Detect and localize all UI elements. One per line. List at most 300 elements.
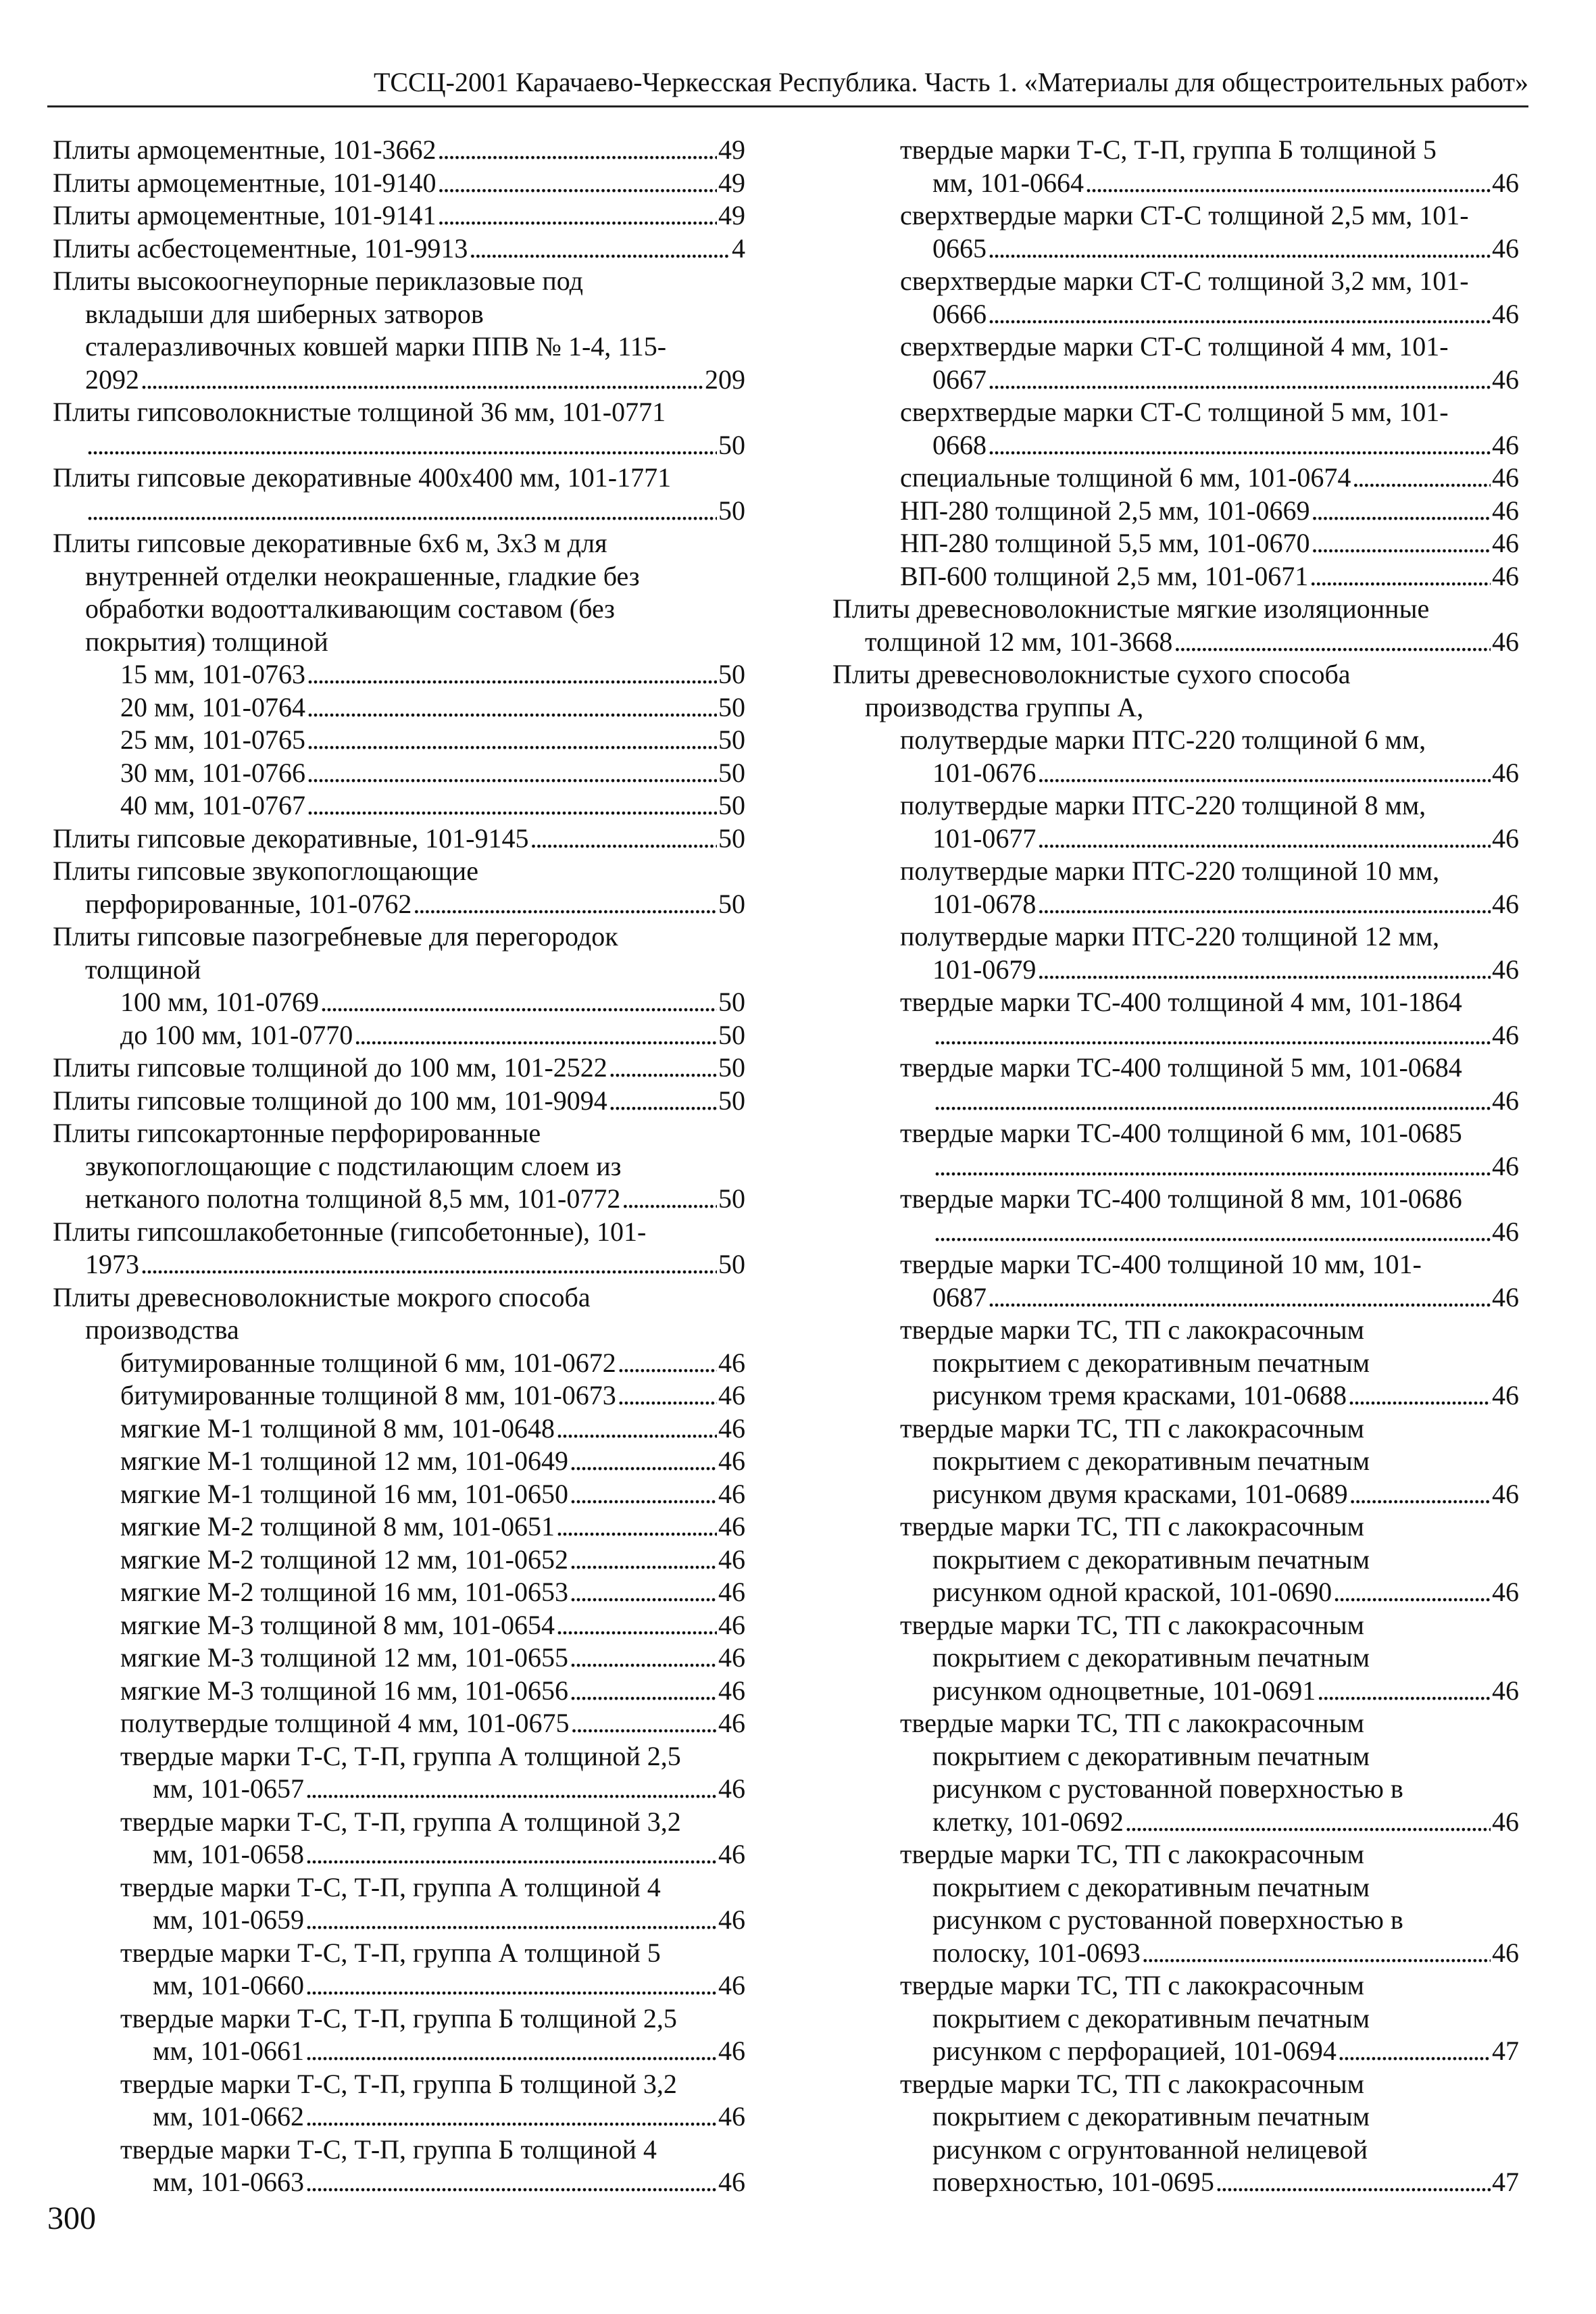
entry-text: мягкие М-1 толщиной 8 мм, 101-0648 xyxy=(120,1412,555,1444)
dot-leader xyxy=(413,888,717,921)
dot-leader xyxy=(570,1642,717,1675)
entry-text: твердые марки ТС-400 толщиной 8 мм, 101-0686 xyxy=(900,1183,1462,1214)
entry-text: рисунком с рустованной поверхностью в xyxy=(932,1904,1403,1935)
index-entry-line xyxy=(53,1085,745,1118)
dot-leader xyxy=(988,364,1491,397)
index-entry-line xyxy=(832,1052,1519,1085)
index-entry xyxy=(832,265,1519,330)
index-entry xyxy=(832,1052,1519,1117)
index-entry-line xyxy=(832,2100,1519,2134)
entry-text: полоску, 101-0693 xyxy=(932,1937,1141,1968)
index-entry-line xyxy=(832,265,1519,298)
index-entry-line xyxy=(832,691,1519,724)
index-entry xyxy=(53,1216,745,1281)
entry-text: 0665 xyxy=(932,232,987,264)
entry-text: полутвердые толщиной 4 мм, 101-0675 xyxy=(120,1708,570,1738)
index-entry xyxy=(53,1576,745,1609)
index-entry-line xyxy=(832,1838,1519,1871)
dot-leader xyxy=(469,232,730,266)
index-entry-line xyxy=(832,626,1519,659)
entry-page-ref: 49 xyxy=(718,200,745,230)
entry-page-ref: 50 xyxy=(718,1019,745,1050)
entry-text: твердые марки Т-С, Т-П, группа А толщиной 5 xyxy=(120,1937,661,1968)
dot-leader xyxy=(1142,1937,1491,1970)
index-entry-line xyxy=(832,1314,1519,1347)
entry-page-ref: 50 xyxy=(718,1183,745,1214)
entry-page-ref: 46 xyxy=(718,1609,745,1640)
index-entry xyxy=(53,1675,745,1708)
index-entry-line xyxy=(832,495,1519,528)
entry-page-ref: 50 xyxy=(718,888,745,919)
dot-leader xyxy=(305,2035,717,2068)
index-entry-line xyxy=(832,1544,1519,1577)
entry-text: покрытием с декоративным печатным xyxy=(932,2002,1370,2034)
entry-text: сверхтвердые марки СТ-С толщиной 2,5 мм, 101- xyxy=(900,200,1469,230)
index-entry-line xyxy=(53,2002,745,2036)
entry-page-ref: 46 xyxy=(1492,1085,1519,1116)
entry-text: мм, 101-0661 xyxy=(153,2036,304,2066)
entry-text: 15 мм, 101-0763 xyxy=(120,659,305,689)
entry-page-ref: 46 xyxy=(1492,298,1519,329)
entry-text: твердые марки ТС, ТП с лакокрасочным xyxy=(900,1412,1364,1444)
entry-text: твердые марки ТС-400 толщиной 6 мм, 101-0685 xyxy=(900,1118,1462,1148)
index-entry xyxy=(53,1379,745,1412)
index-entry-line xyxy=(832,855,1519,888)
entry-text: Плиты армоцементные, 101-9141 xyxy=(53,200,437,230)
dot-leader xyxy=(618,1347,717,1380)
dot-leader xyxy=(307,789,717,822)
index-entry-line xyxy=(832,1740,1519,1773)
entry-text: Плиты гипсовые толщиной до 100 мм, 101-2522 xyxy=(53,1052,607,1083)
index-entry-line xyxy=(53,1183,745,1216)
entry-text: мм, 101-0662 xyxy=(153,2101,304,2132)
index-entry xyxy=(832,789,1519,855)
entry-text: покрытием с декоративным печатным xyxy=(932,1544,1370,1575)
dot-leader xyxy=(141,364,703,397)
index-entry xyxy=(832,1969,1519,2068)
entry-page-ref: 46 xyxy=(1492,888,1519,919)
index-entry xyxy=(832,658,1519,724)
index-entry-line xyxy=(53,495,745,528)
entry-page-ref: 46 xyxy=(718,1708,745,1738)
entry-page-ref: 46 xyxy=(718,1347,745,1378)
dot-leader xyxy=(305,2166,717,2199)
dot-leader xyxy=(570,1675,717,1708)
index-entry-line xyxy=(832,888,1519,921)
entry-text: твердые марки Т-С, Т-П, группа Б толщиной 2,5 xyxy=(120,2002,677,2034)
dot-leader xyxy=(988,429,1491,462)
index-entry-line xyxy=(53,1412,745,1446)
index-entry-line xyxy=(53,330,745,364)
entry-text: 20 мм, 101-0764 xyxy=(120,691,305,722)
entry-text: Плиты армоцементные, 101-3662 xyxy=(53,134,437,165)
dot-leader xyxy=(571,1707,717,1740)
entry-page-ref: 46 xyxy=(718,1577,745,1607)
entry-text: 101-0677 xyxy=(932,822,1037,854)
index-entry-line xyxy=(53,1510,745,1544)
index-entry xyxy=(53,822,745,856)
index-entry xyxy=(53,724,745,757)
entry-page-ref: 46 xyxy=(1492,626,1519,657)
dot-leader xyxy=(354,1019,717,1052)
entry-page-ref: 46 xyxy=(1492,1806,1519,1837)
dot-leader xyxy=(305,1838,717,1871)
index-entry xyxy=(53,1806,745,1871)
entry-page-ref: 50 xyxy=(718,790,745,820)
index-entry xyxy=(53,1052,745,1085)
entry-page-ref: 46 xyxy=(718,1839,745,1869)
entry-page-ref: 46 xyxy=(718,1773,745,1804)
index-entry-line xyxy=(53,1609,745,1642)
entry-text: Плиты гипсовые толщиной до 100 мм, 101-9094 xyxy=(53,1085,607,1116)
dot-leader xyxy=(305,1773,717,1806)
entry-page-ref: 46 xyxy=(1492,429,1519,460)
index-entry xyxy=(53,1412,745,1446)
index-entry xyxy=(53,855,745,920)
entry-text: покрытием с декоративным печатным xyxy=(932,1740,1370,1771)
index-entry-line xyxy=(832,593,1519,626)
index-entry xyxy=(53,1510,745,1544)
index-entry-line xyxy=(53,1969,745,2002)
index-entry xyxy=(53,1544,745,1577)
index-entry xyxy=(832,1117,1519,1183)
entry-page-ref: 46 xyxy=(718,1380,745,1410)
index-entry xyxy=(832,527,1519,560)
index-entry xyxy=(832,495,1519,528)
entry-page-ref: 50 xyxy=(718,724,745,755)
entry-text: производства группы А, xyxy=(865,691,1144,722)
entry-text: твердые марки Т-С, Т-П, группа Б толщиной 5 xyxy=(900,134,1437,165)
entry-text: НП-280 толщиной 2,5 мм, 101-0669 xyxy=(900,495,1310,526)
entry-text: 0687 xyxy=(932,1281,987,1312)
index-entry-line xyxy=(53,1773,745,1806)
entry-text: мягкие М-3 толщиной 12 мм, 101-0655 xyxy=(120,1642,568,1673)
entry-text: полутвердые марки ПТС-220 толщиной 10 мм, xyxy=(900,856,1440,886)
dot-leader xyxy=(1317,1675,1491,1708)
index-entry-line xyxy=(53,1707,745,1740)
dot-leader xyxy=(622,1183,717,1216)
index-entry-line xyxy=(53,364,745,397)
entry-text: Плиты гипсовые звукопоглощающие xyxy=(53,856,478,886)
entry-text: твердые марки Т-С, Т-П, группа Б толщиной 3,2 xyxy=(120,2068,677,2099)
index-entry-line xyxy=(832,298,1519,331)
index-entry-line xyxy=(53,1675,745,1708)
index-entry-line xyxy=(53,2166,745,2199)
dot-leader xyxy=(570,1576,717,1609)
entry-text: 101-0678 xyxy=(932,888,1037,919)
index-entry-line xyxy=(832,527,1519,560)
dot-leader xyxy=(1037,822,1491,856)
index-entry-line xyxy=(832,2002,1519,2036)
dot-leader xyxy=(1037,954,1491,987)
entry-text: сверхтвердые марки СТ-С толщиной 4 мм, 101- xyxy=(900,331,1449,362)
index-entry-line xyxy=(53,429,745,462)
index-entry-line xyxy=(832,1576,1519,1609)
entry-page-ref: 46 xyxy=(1492,1577,1519,1607)
entry-text: покрытия) толщиной xyxy=(85,626,328,657)
dot-leader xyxy=(1037,757,1491,790)
entry-text: 30 мм, 101-0766 xyxy=(120,757,305,788)
dot-leader xyxy=(934,1216,1491,1249)
index-entry-line xyxy=(832,1445,1519,1478)
entry-text: Плиты гипсовые декоративные 400х400 мм, 101-1771 xyxy=(53,462,672,493)
entry-page-ref: 46 xyxy=(718,1970,745,2000)
index-entry xyxy=(53,134,745,167)
index-entry-line xyxy=(832,1085,1519,1118)
index-entry-line xyxy=(53,1347,745,1380)
entry-page-ref: 50 xyxy=(718,691,745,722)
dot-leader xyxy=(609,1085,717,1118)
dot-leader xyxy=(1311,495,1491,528)
entry-page-ref: 46 xyxy=(1492,1216,1519,1247)
index-entry-line xyxy=(53,1052,745,1085)
index-entry-line xyxy=(53,2100,745,2134)
index-entry xyxy=(53,789,745,822)
running-header: ТССЦ-2001 Карачаево-Черкесская Республика. Часть 1. «Материалы для общестроительных работ» xyxy=(373,67,1528,97)
dot-leader xyxy=(307,691,717,724)
index-entry-line xyxy=(832,1806,1519,1839)
entry-page-ref: 46 xyxy=(1492,560,1519,591)
entry-text: битумированные толщиной 6 мм, 101-0672 xyxy=(120,1347,616,1378)
index-entry-line xyxy=(53,920,745,954)
index-entry-line xyxy=(832,1871,1519,1904)
dot-leader xyxy=(438,199,717,232)
index-entry-line xyxy=(832,1642,1519,1675)
entry-text: 0666 xyxy=(932,298,987,329)
dot-leader xyxy=(438,134,717,167)
entry-text: 25 мм, 101-0765 xyxy=(120,724,305,755)
entry-text: вкладыши для шиберных затворов xyxy=(85,298,484,329)
entry-text: полутвердые марки ПТС-220 толщиной 6 мм, xyxy=(900,724,1426,755)
dot-leader xyxy=(307,757,717,790)
index-entry-line xyxy=(53,626,745,659)
index-entry-line xyxy=(832,364,1519,397)
index-entry-line xyxy=(53,658,745,691)
entry-page-ref: 46 xyxy=(1492,1937,1519,1968)
entry-text: обработки водоотталкивающим составом (без xyxy=(85,593,615,624)
entry-page-ref: 46 xyxy=(1492,757,1519,788)
entry-text: сверхтвердые марки СТ-С толщиной 3,2 мм, 101- xyxy=(900,266,1469,296)
dot-leader xyxy=(141,1248,717,1281)
index-entry xyxy=(53,1445,745,1478)
index-entry-line xyxy=(832,1117,1519,1150)
index-entry xyxy=(53,232,745,266)
entry-text: ВП-600 толщиной 2,5 мм, 101-0671 xyxy=(900,560,1309,591)
index-entry xyxy=(53,1740,745,1806)
entry-text: сталеразливочных ковшей марки ППВ № 1-4, 115- xyxy=(85,331,667,362)
entry-text: рисунком тремя красками, 101-0688 xyxy=(932,1380,1347,1410)
index-entry-line xyxy=(53,1216,745,1249)
entry-page-ref: 46 xyxy=(1492,1281,1519,1312)
entry-page-ref: 46 xyxy=(1492,167,1519,198)
entry-page-ref: 46 xyxy=(1492,364,1519,395)
index-entry-line xyxy=(832,396,1519,429)
entry-text: рисунком двумя красками, 101-0689 xyxy=(932,1478,1348,1509)
dot-leader xyxy=(988,298,1491,331)
index-entry xyxy=(53,1609,745,1642)
index-entry xyxy=(832,920,1519,986)
index-entry xyxy=(53,265,745,396)
index-entry-line xyxy=(53,1838,745,1871)
dot-leader xyxy=(1311,527,1491,560)
index-entry-line xyxy=(53,1642,745,1675)
dot-leader xyxy=(1216,2166,1491,2199)
entry-text: звукопоглощающие с подстилающим слоем из xyxy=(85,1150,622,1181)
entry-text: Плиты древесноволокнистые мягкие изоляционные xyxy=(832,593,1430,624)
index-entry-line xyxy=(832,1707,1519,1740)
entry-text: твердые марки ТС, ТП с лакокрасочным xyxy=(900,2068,1364,2099)
dot-leader xyxy=(1174,626,1491,659)
entry-page-ref: 50 xyxy=(718,1085,745,1116)
dot-leader xyxy=(1348,1379,1491,1412)
index-entry-line xyxy=(53,1117,745,1150)
dot-leader xyxy=(86,495,717,528)
index-entry xyxy=(53,462,745,527)
entry-text: сверхтвердые марки СТ-С толщиной 5 мм, 101- xyxy=(900,397,1449,427)
entry-page-ref: 50 xyxy=(718,659,745,689)
entry-text: твердые марки ТС, ТП с лакокрасочным xyxy=(900,1970,1364,2000)
index-entry-line xyxy=(832,1773,1519,1806)
entry-page-ref: 49 xyxy=(718,167,745,198)
index-entry xyxy=(832,396,1519,462)
index-entry-line xyxy=(832,429,1519,462)
entry-text: покрытием с декоративным печатным xyxy=(932,2101,1370,2132)
entry-page-ref: 46 xyxy=(718,1642,745,1673)
dot-leader xyxy=(556,1510,717,1544)
index-entry-line xyxy=(53,1150,745,1183)
index-entry-line xyxy=(53,1478,745,1511)
index-entry xyxy=(832,724,1519,789)
dot-leader xyxy=(934,1085,1491,1118)
entry-text: до 100 мм, 101-0770 xyxy=(120,1019,353,1050)
entry-text: Плиты древесноволокнистые мокрого способа xyxy=(53,1281,591,1312)
index-entry-line xyxy=(53,855,745,888)
entry-page-ref: 50 xyxy=(718,429,745,460)
entry-page-ref: 46 xyxy=(718,1675,745,1706)
entry-text: 40 мм, 101-0767 xyxy=(120,790,305,820)
entry-text: твердые марки Т-С, Т-П, группа А толщиной 3,2 xyxy=(120,1806,681,1837)
entry-page-ref: 50 xyxy=(718,1052,745,1083)
dot-leader xyxy=(1037,888,1491,921)
index-entry-line xyxy=(53,1806,745,1839)
entry-text: рисунком с рустованной поверхностью в xyxy=(932,1773,1403,1804)
index-entry-line xyxy=(832,1969,1519,2002)
index-entry xyxy=(53,1117,745,1216)
entry-text: мм, 101-0663 xyxy=(153,2167,304,2197)
entry-page-ref: 49 xyxy=(718,134,745,165)
dot-leader xyxy=(305,1969,717,2002)
index-entry xyxy=(53,527,745,658)
index-entry-line xyxy=(832,658,1519,691)
entry-page-ref: 46 xyxy=(718,1544,745,1575)
entry-text: мм, 101-0664 xyxy=(932,167,1084,198)
index-entry-line xyxy=(832,199,1519,232)
index-entry-line xyxy=(832,1675,1519,1708)
entry-text: твердые марки ТС, ТП с лакокрасочным xyxy=(900,1314,1364,1345)
index-entry-line xyxy=(53,1544,745,1577)
dot-leader xyxy=(609,1052,717,1085)
dot-leader xyxy=(570,1478,717,1511)
index-entry xyxy=(832,199,1519,265)
index-column-right xyxy=(832,134,1519,2199)
entry-page-ref: 46 xyxy=(718,1904,745,1935)
entry-text: мягкие М-3 толщиной 8 мм, 101-0654 xyxy=(120,1609,555,1640)
entry-page-ref: 46 xyxy=(1492,232,1519,264)
index-entry xyxy=(53,757,745,790)
entry-page-ref: 50 xyxy=(718,757,745,788)
index-entry-line xyxy=(832,1379,1519,1412)
entry-page-ref: 46 xyxy=(1492,954,1519,985)
dot-leader xyxy=(307,658,717,691)
header-divider xyxy=(47,105,1528,107)
entry-text: Плиты асбестоцементные, 101-9913 xyxy=(53,232,468,264)
entry-text: твердые марки ТС, ТП с лакокрасочным xyxy=(900,1511,1364,1542)
index-entry-line xyxy=(53,265,745,298)
entry-page-ref: 4 xyxy=(732,232,745,264)
index-entry-line xyxy=(53,1248,745,1281)
index-entry-line xyxy=(53,1445,745,1478)
index-entry-line xyxy=(53,2035,745,2068)
index-entry-line xyxy=(832,789,1519,822)
entry-text: покрытием с декоративным печатным xyxy=(932,1347,1370,1378)
index-entry xyxy=(832,330,1519,396)
entry-text: мягкие М-1 толщиной 16 мм, 101-0650 xyxy=(120,1478,568,1509)
entry-text: мм, 101-0659 xyxy=(153,1904,304,1935)
index-entry xyxy=(53,986,745,1019)
entry-text: покрытием с декоративным печатным xyxy=(932,1446,1370,1476)
index-entry xyxy=(832,1314,1519,1412)
entry-text: 1973 xyxy=(85,1249,139,1279)
index-entry xyxy=(53,396,745,462)
index-entry-line xyxy=(832,1937,1519,1970)
entry-text: специальные толщиной 6 мм, 101-0674 xyxy=(900,462,1351,493)
index-entry-line xyxy=(832,1478,1519,1511)
dot-leader xyxy=(1333,1576,1491,1609)
dot-leader xyxy=(934,1019,1491,1052)
index-entry-line xyxy=(832,1150,1519,1183)
entry-page-ref: 46 xyxy=(718,2036,745,2066)
entry-text: мм, 101-0660 xyxy=(153,1970,304,2000)
entry-text: твердые марки Т-С, Т-П, группа Б толщиной 4 xyxy=(120,2134,657,2165)
index-entry-line xyxy=(53,1740,745,1773)
index-entry-line xyxy=(832,2134,1519,2167)
dot-leader xyxy=(1349,1478,1491,1511)
entry-text: твердые марки ТС, ТП с лакокрасочным xyxy=(900,1839,1364,1869)
index-entry-line xyxy=(832,1412,1519,1446)
index-entry xyxy=(53,1642,745,1675)
entry-text: 0668 xyxy=(932,429,987,460)
entry-text: мягкие М-1 толщиной 12 мм, 101-0649 xyxy=(120,1446,568,1476)
entry-text: Плиты гипсовые пазогребневые для перегородок xyxy=(53,921,618,952)
index-entry xyxy=(53,1937,745,2002)
entry-text: твердые марки ТС-400 толщиной 4 мм, 101-1864 xyxy=(900,987,1462,1017)
dot-leader xyxy=(1085,167,1491,200)
index-entry-line xyxy=(832,1609,1519,1642)
entry-text: рисунком одноцветные, 101-0691 xyxy=(932,1675,1316,1706)
index-entry xyxy=(832,134,1519,199)
entry-text: перфорированные, 101-0762 xyxy=(85,888,412,919)
dot-leader xyxy=(320,986,717,1019)
dot-leader xyxy=(1352,462,1491,495)
entry-text: твердые марки ТС-400 толщиной 5 мм, 101-0684 xyxy=(900,1052,1462,1083)
index-entry xyxy=(832,1183,1519,1248)
entry-page-ref: 50 xyxy=(718,822,745,854)
index-entry-line xyxy=(832,1510,1519,1544)
index-entry-line xyxy=(832,1904,1519,1937)
index-entry-line xyxy=(832,1216,1519,1249)
index-entry-line xyxy=(53,527,745,560)
entry-text: мм, 101-0658 xyxy=(153,1839,304,1869)
